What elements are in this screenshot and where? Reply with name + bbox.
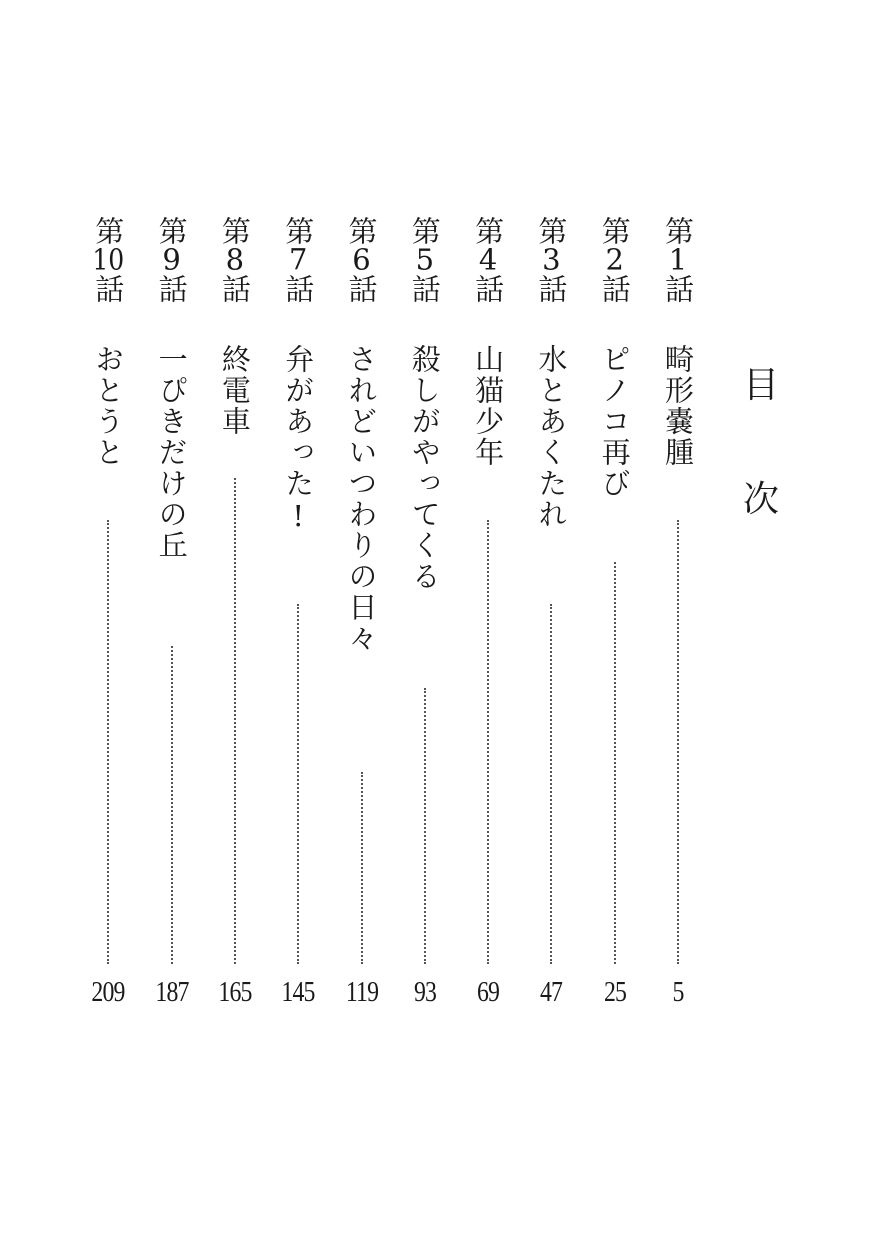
chapter-number	[342, 216, 382, 316]
chapter-suffix: 話	[281, 274, 316, 303]
toc-entry	[278, 216, 318, 1016]
chapter-label: 第	[471, 216, 506, 245]
chapter-title: されどいつわりの日々	[344, 344, 379, 654]
toc-entry	[468, 216, 508, 1016]
toc-entry	[658, 216, 698, 1016]
chapter-label: 第	[597, 216, 632, 245]
chapter-title: 山猫少年	[471, 344, 506, 468]
chapter-number-digits: 3	[542, 245, 561, 274]
toc-entry	[595, 216, 635, 1016]
toc-entry	[342, 216, 382, 1016]
chapter-label: 第	[154, 216, 189, 245]
chapter-number	[468, 216, 508, 316]
toc-entry	[152, 216, 192, 1016]
chapter-suffix: 話	[661, 274, 695, 303]
chapter-suffix: 話	[534, 274, 569, 303]
chapter-title: ピノコ再び	[597, 344, 632, 499]
chapter-title: 水とあくたれ	[534, 344, 569, 530]
chapter-label: 第	[217, 216, 252, 245]
chapter-number	[595, 216, 635, 316]
chapter-label: 第	[281, 216, 316, 245]
chapter-number-digits: 10	[92, 245, 125, 274]
chapter-number	[152, 216, 192, 316]
page-number: 187	[155, 977, 189, 1008]
dot-leader	[171, 646, 173, 964]
dot-leader	[297, 604, 299, 964]
chapter-number-digits: 1	[668, 245, 688, 274]
page-number: 119	[345, 977, 378, 1008]
chapter-number-digits: 6	[352, 245, 371, 274]
chapter-label: 第	[407, 216, 442, 245]
dot-leader	[424, 688, 426, 964]
page-number: 165	[218, 977, 252, 1008]
page-number: 47	[540, 977, 563, 1008]
toc-title-char-1: 目	[742, 365, 779, 406]
dot-leader	[361, 772, 363, 964]
dot-leader	[614, 562, 616, 964]
dot-leader	[677, 520, 679, 964]
chapter-suffix: 話	[407, 274, 442, 303]
chapter-title: 終電車	[217, 344, 252, 437]
page-number: 209	[91, 977, 125, 1008]
chapter-number-digits: 5	[415, 245, 435, 274]
chapter-number	[278, 216, 318, 316]
chapter-number-digits: 8	[225, 245, 245, 274]
chapter-number	[88, 216, 128, 316]
chapter-suffix: 話	[217, 274, 252, 303]
chapter-title: 殺しがやってくる	[407, 344, 442, 592]
chapter-number-digits: 7	[288, 245, 308, 274]
chapter-label: 第	[91, 216, 126, 245]
toc-entry	[531, 216, 571, 1016]
chapter-suffix: 話	[154, 274, 189, 303]
chapter-title: 一ぴきだけの丘	[154, 344, 189, 561]
chapter-number-digits: 9	[162, 245, 181, 274]
page-number: 145	[281, 977, 315, 1008]
chapter-label: 第	[534, 216, 569, 245]
chapter-suffix: 話	[471, 274, 506, 303]
page-number: 69	[477, 977, 500, 1008]
chapter-suffix: 話	[344, 274, 379, 303]
dot-leader	[234, 478, 236, 964]
chapter-title: 弁があった!	[281, 344, 316, 535]
chapter-number	[215, 216, 255, 316]
dot-leader	[107, 520, 109, 964]
toc-title-char-2: 次	[742, 479, 779, 520]
dot-leader	[487, 520, 489, 964]
dot-leader	[550, 604, 552, 964]
chapter-title: おとうと	[91, 344, 126, 468]
chapter-number-digits: 4	[478, 245, 498, 274]
chapter-label: 第	[661, 216, 695, 245]
chapter-number-digits: 2	[605, 245, 624, 274]
chapter-number	[405, 216, 445, 316]
page-number: 25	[603, 977, 626, 1008]
toc-entry	[405, 216, 445, 1016]
chapter-suffix: 話	[597, 274, 632, 303]
chapter-label: 第	[344, 216, 379, 245]
toc-entry	[88, 216, 128, 1016]
chapter-number	[658, 216, 698, 316]
chapter-suffix: 話	[91, 274, 126, 303]
chapter-title: 畸形嚢腫	[661, 344, 695, 468]
page-number: 93	[413, 977, 436, 1008]
page-number: 5	[672, 977, 684, 1008]
chapter-number	[531, 216, 571, 316]
toc-entry	[215, 216, 255, 1016]
